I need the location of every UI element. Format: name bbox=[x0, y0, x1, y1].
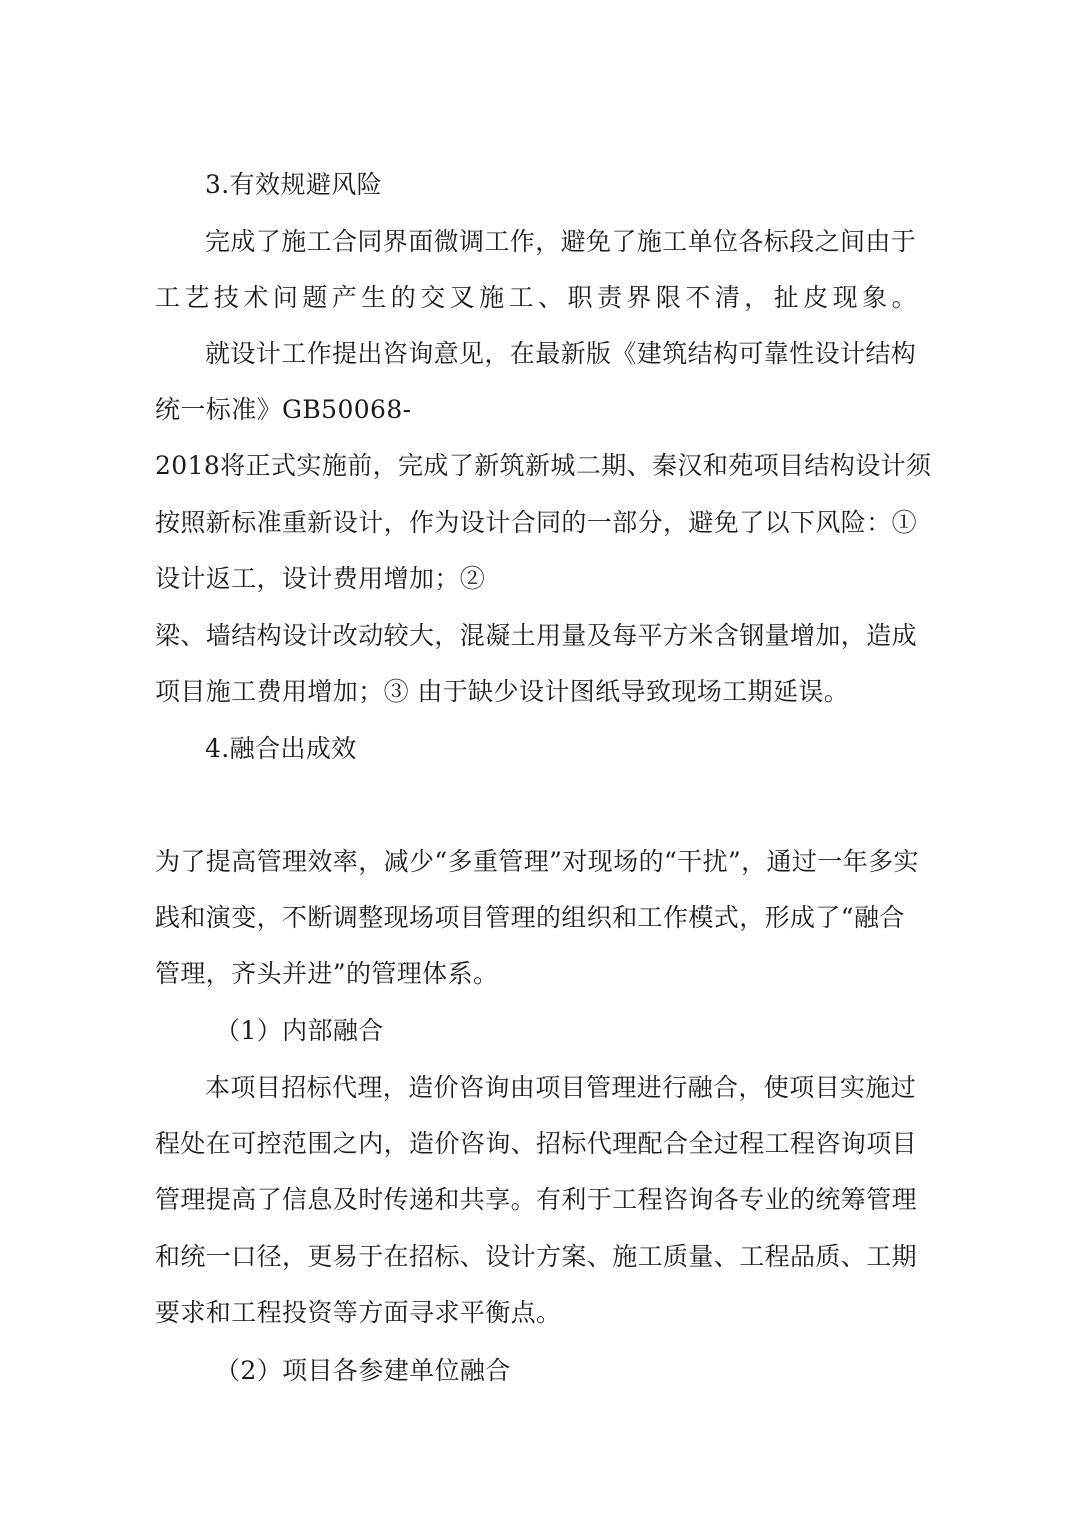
paragraph-line: 和统一口径，更易于在招标、设计方案、施工质量、工程品质、工期 bbox=[155, 1242, 918, 1271]
subheading-participant-integration: （2）项目各参建单位融合 bbox=[215, 1356, 511, 1385]
paragraph-line: 统一标准》GB50068- bbox=[155, 395, 412, 424]
paragraph-line: 梁、墙结构设计改动较大，混凝土用量及每平方米含钢量增加，造成 bbox=[155, 621, 918, 650]
subheading-internal-integration: （1）内部融合 bbox=[215, 1016, 384, 1045]
paragraph-line: 管理提高了信息及时传递和共享。有利于工程咨询各专业的统筹管理 bbox=[155, 1185, 918, 1214]
paragraph-line: 本项目招标代理，造价咨询由项目管理进行融合，使项目实施过 bbox=[205, 1073, 917, 1102]
paragraph-line: 程处在可控范围之内，造价咨询、招标代理配合全过程工程咨询项目 bbox=[155, 1129, 918, 1158]
paragraph-line: 工艺技术问题产生的交叉施工、职责界限不清，扯皮现象。 bbox=[155, 283, 917, 312]
paragraph-line: 就设计工作提出咨询意见，在最新版《建筑结构可靠性设计结构 bbox=[205, 339, 917, 368]
paragraph-line: 设计返工，设计费用增加；② bbox=[155, 564, 486, 593]
paragraph-line: 2018将正式实施前，完成了新筑新城二期、秦汉和苑项目结构设计须 bbox=[155, 451, 932, 480]
paragraph-line: 按照新标准重新设计，作为设计合同的一部分，避免了以下风险：① bbox=[155, 508, 918, 537]
paragraph-line: 要求和工程投资等方面寻求平衡点。 bbox=[155, 1298, 562, 1327]
heading-integration-results: 4.融合出成效 bbox=[205, 734, 357, 763]
paragraph-line: 践和演变，不断调整现场项目管理的组织和工作模式，形成了“融合 bbox=[155, 903, 905, 932]
paragraph-line: 为了提高管理效率，减少“多重管理”对现场的“干扰”，通过一年多实 bbox=[155, 847, 919, 876]
paragraph-line: 管理，齐头并进”的管理体系。 bbox=[155, 959, 499, 988]
paragraph-line: 项目施工费用增加；③ 由于缺少设计图纸导致现场工期延误。 bbox=[155, 677, 850, 706]
heading-risk-avoidance: 3.有效规避风险 bbox=[205, 170, 383, 199]
paragraph-line: 完成了施工合同界面微调工作，避免了施工单位各标段之间由于 bbox=[205, 227, 917, 256]
